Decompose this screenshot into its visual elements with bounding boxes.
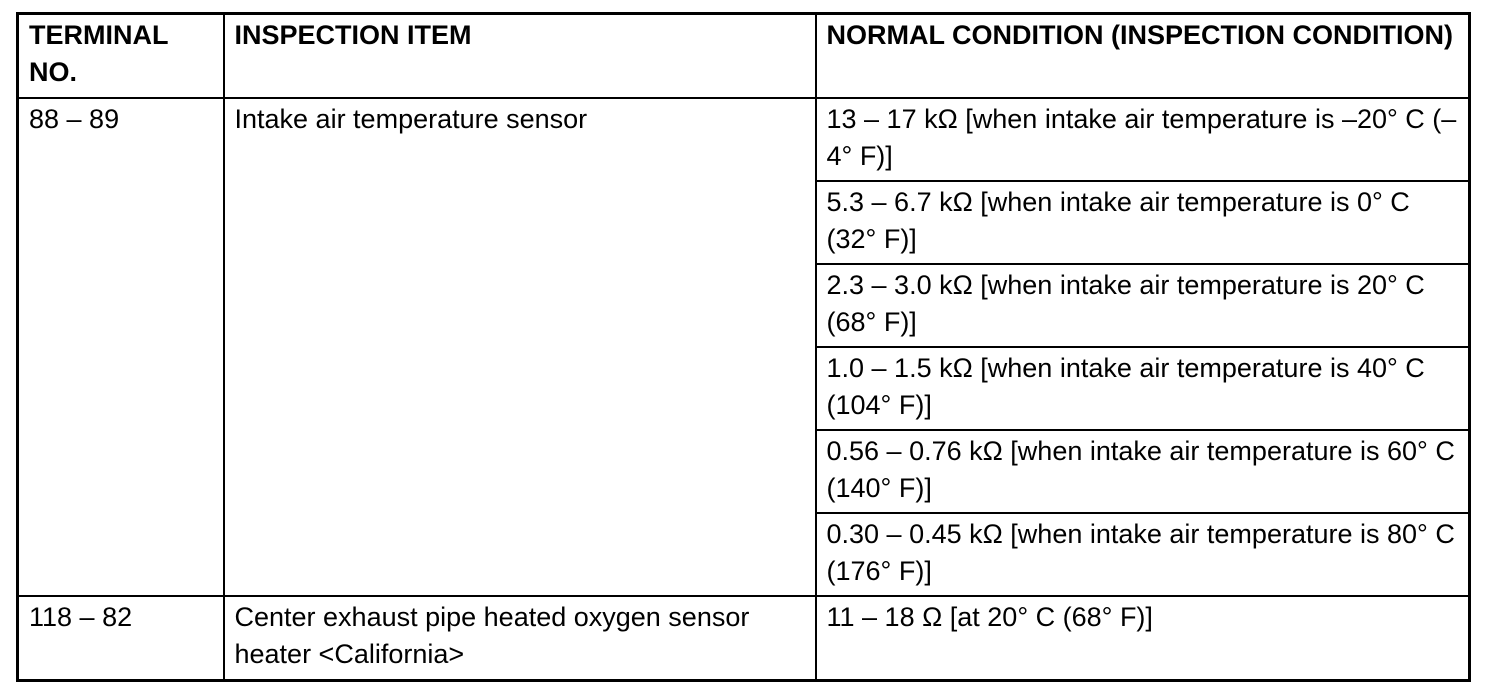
terminal-cell: 88 – 89 <box>18 98 224 596</box>
table-header-row <box>18 14 1470 98</box>
condition-cell: 2.3 – 3.0 kΩ [when intake air temperature is 20° C (68° F)] <box>816 264 1470 347</box>
table-row <box>18 596 1470 681</box>
condition-cell: 5.3 – 6.7 kΩ [when intake air temperature is 0° C (32° F)] <box>816 181 1470 264</box>
header-normal-condition: NORMAL CONDITION (INSPECTION CONDITION) <box>816 14 1470 98</box>
condition-cell: 11 – 18 Ω [at 20° C (68° F)] <box>816 596 1470 681</box>
header-inspection-item: INSPECTION ITEM <box>224 14 816 98</box>
table-row <box>18 98 1470 181</box>
condition-cell: 0.30 – 0.45 kΩ [when intake air temperature is 80° C (176° F)] <box>816 513 1470 596</box>
inspection-item-cell: Center exhaust pipe heated oxygen sensor heater <California> <box>224 596 816 681</box>
condition-cell: 1.0 – 1.5 kΩ [when intake air temperature is 40° C (104° F)] <box>816 347 1470 430</box>
inspection-table <box>16 12 1471 682</box>
condition-cell: 0.56 – 0.76 kΩ [when intake air temperature is 60° C (140° F)] <box>816 430 1470 513</box>
terminal-cell: 118 – 82 <box>18 596 224 681</box>
inspection-item-cell: Intake air temperature sensor <box>224 98 816 596</box>
condition-cell: 13 – 17 kΩ [when intake air temperature is –20° C (–4° F)] <box>816 98 1470 181</box>
header-terminal-no: TERMINAL NO. <box>18 14 224 98</box>
